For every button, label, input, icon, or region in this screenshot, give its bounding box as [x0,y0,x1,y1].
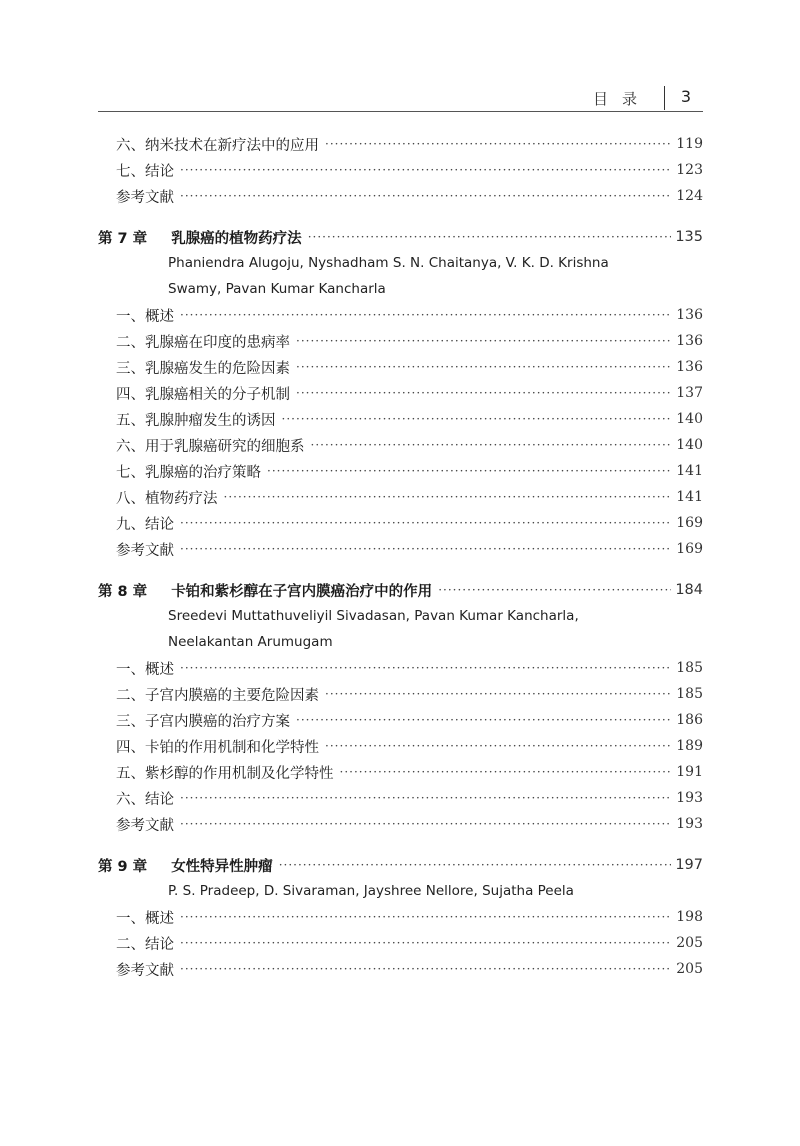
chapter-number: 第 8 章 [98,583,148,600]
toc-entry-page: 185 [676,686,703,702]
toc-entry-page: 205 [676,935,703,951]
toc-entry[interactable] [98,655,703,681]
toc-leader-dots [267,464,672,478]
toc-entry[interactable] [98,484,703,510]
toc-entry-page: 119 [676,136,703,152]
toc-entry[interactable] [98,302,703,328]
chapter-page: 197 [675,857,703,873]
toc-entry-page: 123 [676,162,703,178]
toc-entry-page: 169 [676,515,703,531]
toc-entry-label: 九、结论 [116,516,174,533]
table-of-contents [98,0,703,1146]
toc-leader-dots [180,308,672,322]
chapter-number: 第 7 章 [98,230,148,247]
toc-entry-label: 参考文献 [116,962,174,979]
toc-leader-dots [279,858,672,872]
toc-leader-dots [180,516,672,530]
toc-entry-label: 一、概述 [116,661,174,678]
toc-entry-label: 五、乳腺肿瘤发生的诱因 [116,412,276,429]
toc-entry[interactable] [98,785,703,811]
toc-leader-dots [180,962,672,976]
toc-entry-label: 七、结论 [116,163,174,180]
chapter-authors: P. S. Pradeep, D. Sivaraman, Jayshree Nellore, Sujatha Peela [168,883,574,899]
toc-leader-dots [180,936,672,950]
toc-leader-dots [325,739,672,753]
toc-entry[interactable] [98,759,703,785]
toc-leader-dots [180,189,672,203]
toc-leader-dots [296,386,672,400]
chapter-heading[interactable] [98,224,703,250]
chapter-authors: Neelakantan Arumugam [168,634,333,650]
toc-leader-dots [325,687,672,701]
toc-entry[interactable] [98,510,703,536]
toc-entry[interactable] [98,811,703,837]
toc-leader-dots [180,661,672,675]
toc-entry-label: 六、结论 [116,791,174,808]
toc-entry[interactable] [98,328,703,354]
toc-entry-label: 六、用于乳腺癌研究的细胞系 [116,438,305,455]
toc-entry-label: 参考文献 [116,189,174,206]
toc-entry-label: 六、纳米技术在新疗法中的应用 [116,137,319,154]
toc-entry[interactable] [98,707,703,733]
toc-entry[interactable] [98,380,703,406]
toc-entry-page: 189 [676,738,703,754]
toc-entry-label: 七、乳腺癌的治疗策略 [116,464,261,481]
toc-leader-dots [438,583,671,597]
toc-leader-dots [224,490,673,504]
toc-entry-page: 136 [676,307,703,323]
toc-entry-page: 193 [676,790,703,806]
toc-leader-dots [296,334,672,348]
toc-leader-dots [340,765,673,779]
toc-entry[interactable] [98,183,703,209]
toc-entry-page: 141 [676,489,703,505]
toc-entry-page: 137 [676,385,703,401]
chapter-page: 135 [675,229,703,245]
toc-entry-page: 185 [676,660,703,676]
toc-leader-dots [325,137,672,151]
header-page-number: 3 [680,87,691,106]
toc-entry-label: 二、结论 [116,936,174,953]
toc-entry-label: 四、卡铂的作用机制和化学特性 [116,739,319,756]
toc-entry-page: 186 [676,712,703,728]
toc-entry[interactable] [98,406,703,432]
toc-leader-dots [180,910,672,924]
chapter-heading[interactable] [98,852,703,878]
chapter-authors: Phaniendra Alugoju, Nyshadham S. N. Chaitanya, V. K. D. Krishna [168,255,609,271]
chapter-title: 乳腺癌的植物药疗法 [171,230,302,247]
chapter-page: 184 [675,582,703,598]
header-title: 目录 [592,90,651,108]
toc-entry-label: 一、概述 [116,910,174,927]
chapter-authors: Sreedevi Muttathuveliyil Sivadasan, Pavan Kumar Kancharla, [168,608,579,624]
toc-entry[interactable] [98,432,703,458]
toc-entry[interactable] [98,930,703,956]
toc-entry-page: 169 [676,541,703,557]
toc-leader-dots [296,360,672,374]
toc-entry[interactable] [98,157,703,183]
toc-entry-label: 三、子宫内膜癌的治疗方案 [116,713,290,730]
toc-entry-page: 136 [676,359,703,375]
toc-leader-dots [180,542,672,556]
toc-entry-label: 三、乳腺癌发生的危险因素 [116,360,290,377]
toc-entry-label: 参考文献 [116,542,174,559]
toc-leader-dots [180,791,672,805]
toc-leader-dots [308,230,672,244]
toc-entry-page: 141 [676,463,703,479]
toc-entry-label: 二、乳腺癌在印度的患病率 [116,334,290,351]
toc-entry[interactable] [98,458,703,484]
toc-entry-page: 136 [676,333,703,349]
toc-entry-label: 八、植物药疗法 [116,490,218,507]
toc-entry[interactable] [98,536,703,562]
toc-entry-label: 二、子宫内膜癌的主要危险因素 [116,687,319,704]
toc-entry[interactable] [98,354,703,380]
chapter-title: 女性特异性肿瘤 [171,858,273,875]
toc-entry-page: 191 [676,764,703,780]
toc-entry-page: 205 [676,961,703,977]
chapter-heading[interactable] [98,577,703,603]
toc-entry[interactable] [98,681,703,707]
toc-leader-dots [311,438,673,452]
toc-leader-dots [282,412,673,426]
toc-entry-label: 五、紫杉醇的作用机制及化学特性 [116,765,334,782]
toc-entry[interactable] [98,131,703,157]
toc-leader-dots [180,163,672,177]
toc-entry-page: 140 [676,411,703,427]
toc-entry[interactable] [98,904,703,930]
toc-entry-page: 198 [676,909,703,925]
toc-entry-label: 参考文献 [116,817,174,834]
toc-entry[interactable] [98,733,703,759]
toc-entry-label: 一、概述 [116,308,174,325]
toc-entry-page: 140 [676,437,703,453]
toc-entry[interactable] [98,956,703,982]
toc-entry-page: 124 [676,188,703,204]
toc-leader-dots [180,817,672,831]
chapter-number: 第 9 章 [98,858,148,875]
chapter-title: 卡铂和紫杉醇在子宫内膜癌治疗中的作用 [171,583,433,600]
toc-entry-label: 四、乳腺癌相关的分子机制 [116,386,290,403]
toc-entry-page: 193 [676,816,703,832]
chapter-authors: Swamy, Pavan Kumar Kancharla [168,281,386,297]
toc-leader-dots [296,713,672,727]
